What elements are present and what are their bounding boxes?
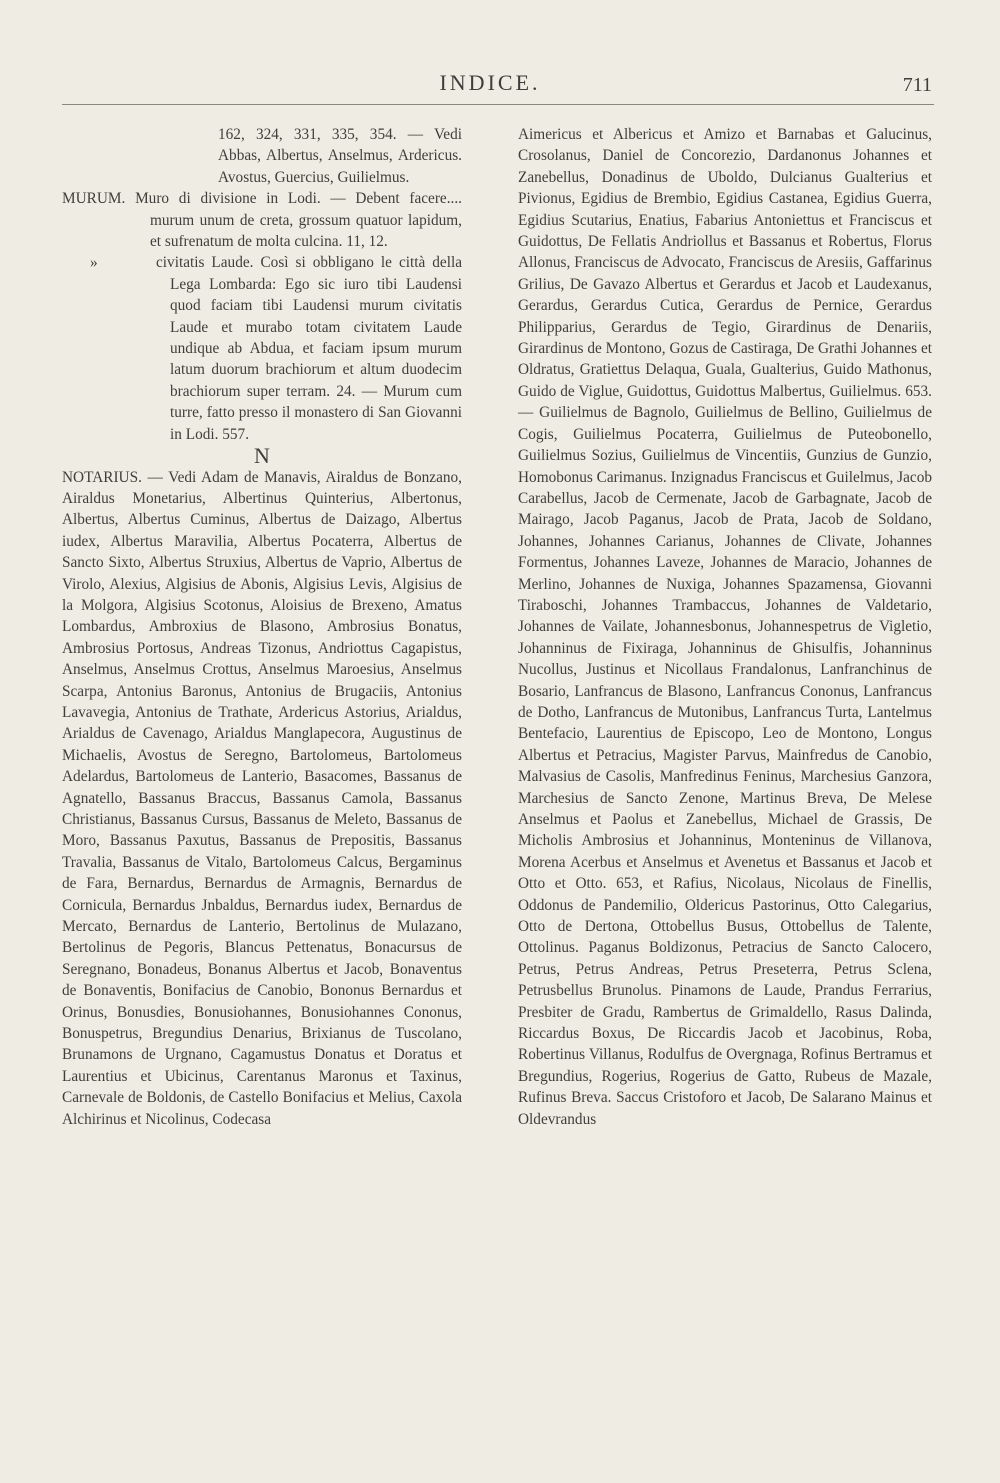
header-rule bbox=[62, 104, 934, 105]
right-column bbox=[518, 124, 932, 1130]
index-subentry-civitatis bbox=[62, 252, 462, 445]
section-letter: N bbox=[254, 443, 270, 469]
index-entry-notarius: NOTARIUS. — Vedi Adam de Manavis, Airaldus de Bonzano, Airaldus Monetarius, Albertinus Quinterius, Albertonus, Albertus, Albertus Cuminus, Albertus de Daizago, Albertus iudex, Albertus Maravilia, Albertus Pocaterra, Albertus de Sancto Sixto, Albertus Struxius, Albertus de Vaprio, Albertus de Virolo, Alexius, Algisius de Abonis, Algisius Levis, Algisius de la Molgora, Algisius Scotonus, Aloisius de Brexeno, Amatus Lombardus, Ambroxius de Blasono, Ambrosius Bonatus, Ambrosius Portosus, Andreas Tizonus, Andriottus Cagapistus, Anselmus, Anselmus Crottus, Anselmus Maroesius, Anselmus Scarpa, Antonius Baronus, Antonius de Brugaciis, Antonius Lavavegia, Antonius de Trathate, Ardericus Astorius, Arialdus, Arialdus de Cavenago, Arialdus Manglapecora, Augustinus de Michaelis, Avostus de Seregno, Bartolomeus, Bartolomeus Adelardus, Bartolomeus de Lanterio, Basacomes, Bassanus de Agnatello, Bassanus Braccus, Bassanus Camola, Bassanus Christianus, Bassanus Cursus, Bassanus de Meleto, Bassanus de Moro, Bassanus Paxutus, Bassanus de Prepositis, Bassanus Travalia, Bassanus de Vitalo, Bartolomeus Calcus, Bergaminus de Fara, Bernardus, Bernardus de Armagnis, Bernardus de Cornicula, Bernardus Jnbaldus, Bernardus iudex, Bernardus de Mercato, Bernardus de Lanterio, Bertolinus de Mulazano, Bertolinus de Pegoris, Blancus Pettenatus, Bonacursus de Seregnano, Bonadeus, Bonanus Albertus et Jacob, Bonaventus de Bonaventis, Bonifacius de Canobio, Bononus Bernardus et Orinus, Bonusdies, Bonusiohannes, Bonusiohannes Cononus, Bonuspetrus, Bregundius Denarius, Brixianus de Tuscolano, Brunamons de Urgnano, Cagamustus Donatus et Doratus et Laurentius et Ubicinus, Carentanus Maronus et Taxinus, Carnevale de Boldonis, de Castello Bonifacius et Melius, Caxola Alchirinus et Nicolinus, Codecasa bbox=[62, 468, 462, 1128]
continued-entry: 162, 324, 331, 335, 354. — Vedi Abbas, Albertus, Anselmus, Ardericus. Avostus, Guercius, Guilielmus. bbox=[218, 126, 462, 186]
subentry-text: civitatis Laude. Così si obbligano le città della Lega Lombarda: Ego sic iuro tibi Laudensi quod faciam tibi Laudensi murum civitatis Laude et murabo totam civitatem Laude undique ab Abdua, et faciam ipsum murum latum duorum brachiorum et altum duodecim brachiorum super terram. 24. — Murum cum turre, fatto presso il monastero di San Giovanni in Lodi. 557. bbox=[156, 254, 462, 443]
ditto-mark: » bbox=[90, 254, 98, 272]
page-title: INDICE. bbox=[439, 70, 541, 95]
index-entry-continued: Aimericus et Albericus et Amizo et Barnabas et Galucinus, Crosolanus, Daniel de Concorezio, Dardanonus Johannes et Zanebellus, Donadinus de Uboldo, Dulcianus Gualterius et Pivionus, Egidius de Brembio, Egidius Castanea, Egidius Guerra, Egidius Scutarius, Enatius, Fabarius Antoniettus et Franciscus et Guidottus, De Fellatis Andriollus et Bassanus et Robertus, Florus Allonus, Franciscus de Advocato, Franciscus de Aresiis, Gaffarinus Grilius, De Gavazo Albertus et Gerardus et Jacob et Laudexanus, Gerardus, Gerardus Cutica, Gerardus de Pernice, Gerardus Philipparius, Gerardus de Tegio, Girardinus de Denariis, Girardinus de Montono, Gozus de Castiraga, De Grathi Johannes et Oldratus, Gratiettus Delaqua, Guala, Gualterius, Guido Mathonus, Guido de Viglue, Guidottus, Guidottus Malbertus, Guilielmus. 653. — Guilielmus de Bagnolo, Guilielmus de Bellino, Guilielmus de Cogis, Guilielmus Pocaterra, Guilielmus de Puteobonello, Guilielmus Sozius, Guilielmus de Vincentiis, Gunzius de Gunzio, Homobonus Carimanus. Inzignadus Franciscus et Guilelmus, Jacob Carabellus, Jacob de Cermenate, Jacob de Garbagnate, Jacob de Mairago, Jacob Paganus, Jacob de Prata, Jacob de Soldano, Johannes, Johannes Carianus, Johannes de Clivate, Johannes Formentus, Johannes Laveze, Johannes de Maracio, Johannes de Merlino, Johannes de Nuxiga, Johannes Spazamensa, Giovanni Tiraboschi, Johannes Trambaccus, Johannes de Valdetario, Johannes de Vailate, Johannesbonus, Johannespetrus de Vigletio, Johanninus de Fixiraga, Johanninus de Ghisulfis, Johanninus Nucollus, Justinus et Nicollaus Frandalonus, Lanfranchinus de Bosario, Lanfrancus de Blasono, Lanfrancus Cononus, Lanfrancus de Dotho, Lanfrancus de Mutonibus, Lanfrancus Turta, Lantelmus Bentefacio, Laurentius de Episcopo, Leo de Montono, Longus Albertus et Petracius, Magister Parvus, Mainfredus de Canobio, Malvasius de Casolis, Manfredinus Feninus, Marchesius Ganzora, Marchesius de Sancto Zenone, Martinus Breva, De Melese Anselmus et Paolus et Zanebellus, Michael de Grassis, De Micholis Ambrosius et Johanninus, Monteninus de Villanova, Morena Acerbus et Anselmus et Avenetus et Bassanus et Jacob et Otto et Otto. 653, et Rafius, Nicolaus, Nicolaus de Finellis, Oddonus de Pandemilio, Oldericus Pastorinus, Otto Calegarius, Otto de Dertona, Ottobellus Busus, Ottobellus de Talente, Ottolinus. Paganus Boldizonus, Petracius de Sancto Calocero, Petrus, Petrus Andreas, Petrus Preseterra, Petrus Sclena, Petrusbellus Brunolus. Pinamons de Laude, Prandus Ferrarius, Presbiter de Gradu, Rambertus de Grimaldello, Rasus Dalinda, Riccardus Boxus, De Riccardis Jacob et Jacobinus, Roba, Robertinus Villanus, Rodulfus de Overgnaga, Rofinus Bertramus et Bregundius, Rogerius, Rogerius de Gatto, Rubeus de Mazale, Rufinus Breva. Saccus Cristoforo et Jacob, De Salarano Mainus et Oldevrandus bbox=[518, 126, 932, 1128]
left-column bbox=[62, 124, 462, 1130]
running-head bbox=[0, 70, 1000, 100]
index-entry-murum: MURUM. Muro di divisione in Lodi. — Debent facere.... murum unum de creta, grossum quatuor lapidum, et sufrenatum de molta culcina. 11, 12. bbox=[62, 190, 462, 251]
page-number: 711 bbox=[902, 74, 932, 96]
